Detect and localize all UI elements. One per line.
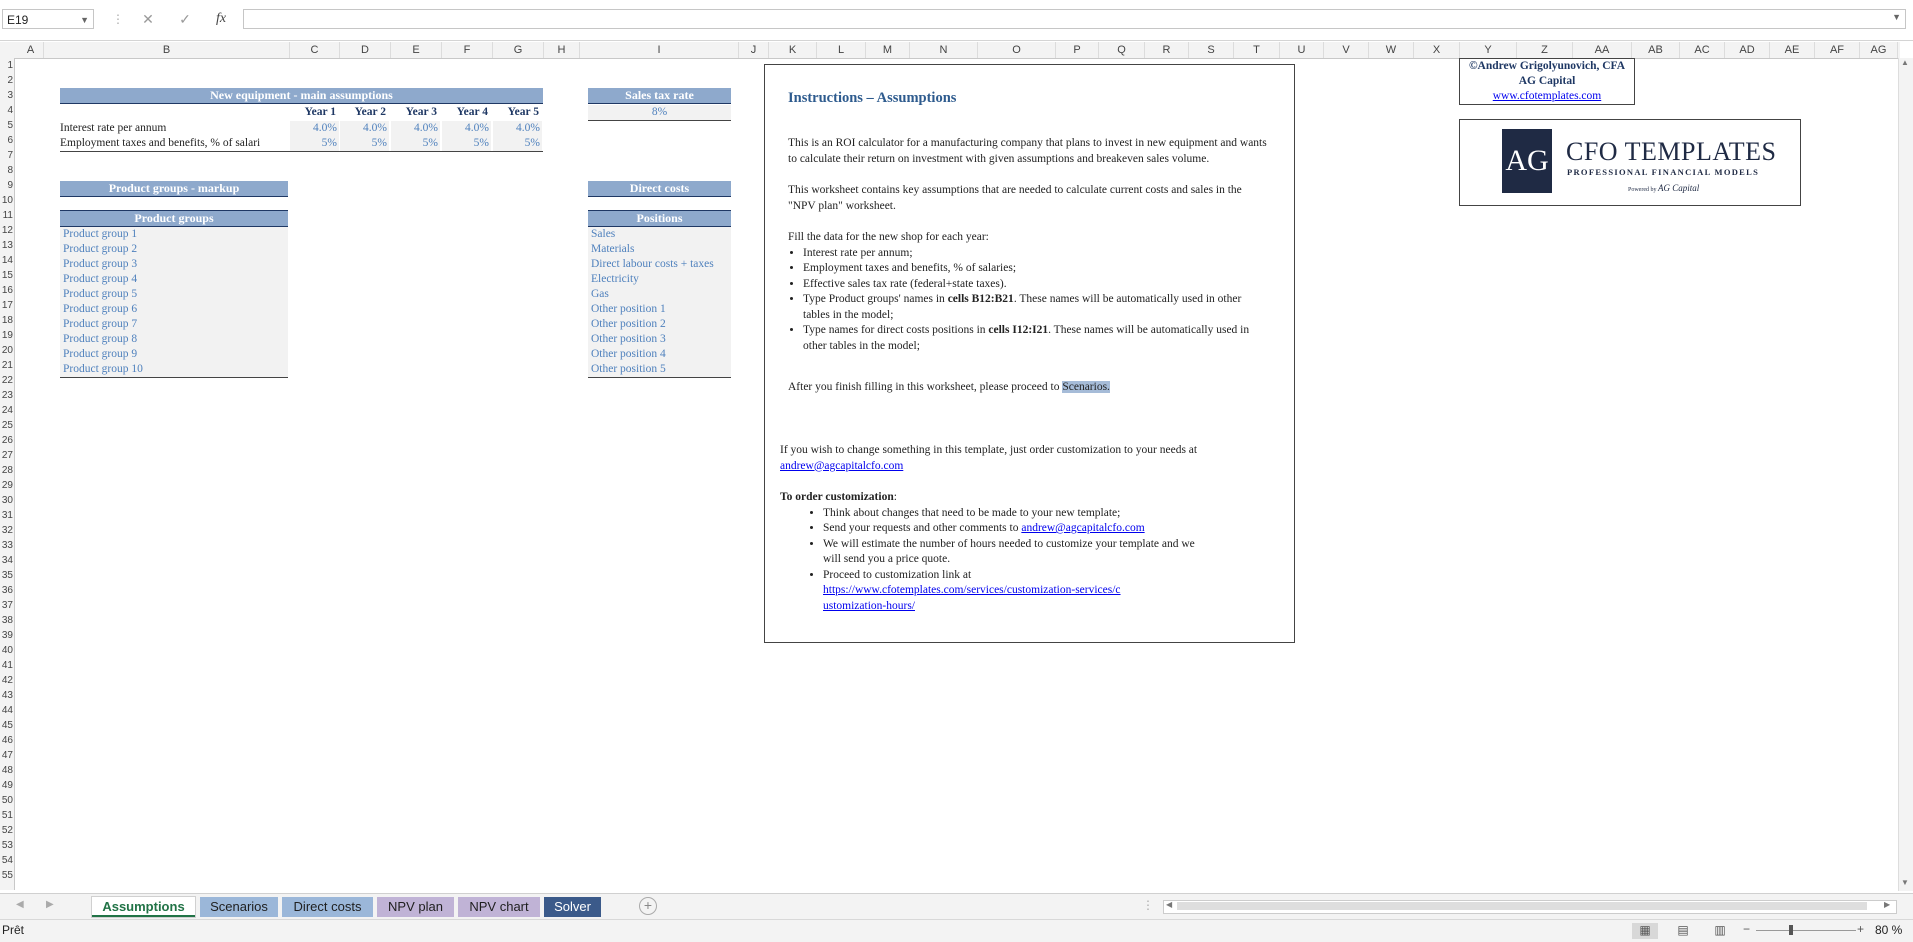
row-header-cell[interactable]: 17 <box>1 300 13 311</box>
scroll-right-icon[interactable]: ▶ <box>1884 900 1891 909</box>
row-header-cell[interactable]: 40 <box>1 645 13 656</box>
instructions-box <box>764 64 1295 643</box>
row-header-cell[interactable]: 37 <box>1 600 13 611</box>
tab-direct-costs[interactable]: Direct costs <box>282 897 373 917</box>
direct-cost-cell[interactable]: Materials <box>588 242 731 257</box>
check-icon[interactable]: ✓ <box>179 11 191 27</box>
customization-link[interactable]: https://www.cfotemplates.com/services/customization-services/customization-hours/ <box>823 584 1121 612</box>
vertical-scrollbar[interactable] <box>1898 58 1913 891</box>
row-header-cell[interactable]: 13 <box>1 240 13 251</box>
row-header-cell[interactable]: 7 <box>7 150 13 161</box>
zoom-slider-thumb[interactable] <box>1789 925 1793 935</box>
logo-subtitle: PROFESSIONAL FINANCIAL MODELS <box>1567 167 1760 177</box>
customization-paragraph: If you wish to change something in this template, just order customization to your needs at andrew@agcapitalcfo.com <box>780 444 1198 472</box>
instructions-bullet: • Type names for direct costs positions in cells I12:I21. These names will be automatically used in other tables in the model; <box>803 323 1268 354</box>
interest-rate-value[interactable]: 4.0% <box>391 121 440 136</box>
order-bullet: • Proceed to customization link at https://www.cfotemplates.com/services/customization-services/customization-hours/ <box>823 568 1200 615</box>
expand-formula-icon[interactable]: ▼ <box>1892 12 1901 22</box>
status-bar <box>0 919 1913 942</box>
row-header-cell[interactable]: 21 <box>1 360 13 371</box>
tab-npv-plan[interactable]: NPV plan <box>377 897 454 917</box>
column-header-cell[interactable]: U <box>1280 42 1324 58</box>
row-header-cell[interactable]: 23 <box>1 390 13 401</box>
interest-rate-value[interactable]: 4.0% <box>493 121 542 136</box>
sheet-tab-bar <box>0 893 1913 920</box>
row-header-cell[interactable]: 2 <box>7 75 13 86</box>
divider <box>588 196 731 197</box>
column-header-cell[interactable]: C <box>290 42 340 58</box>
column-header-cell[interactable]: L <box>817 42 866 58</box>
instructions-bullet: • Type Product groups' names in cells B12:B21. These names will be automatically used in other tables in the model; <box>803 292 1268 323</box>
tab-solver[interactable]: Solver <box>544 897 601 917</box>
column-header-cell[interactable]: AC <box>1680 42 1725 58</box>
row-header-cell[interactable]: 54 <box>1 855 13 866</box>
row-header-cell[interactable]: 6 <box>7 135 13 146</box>
direct-cost-cell[interactable]: Electricity <box>588 272 731 287</box>
row-header-cell[interactable]: 20 <box>1 345 13 356</box>
row-header-cell[interactable]: 53 <box>1 840 13 851</box>
order-bullet: • We will estimate the number of hours needed to customize your template and we will send you a price quote. <box>823 537 1200 568</box>
row-header-cell[interactable]: 28 <box>1 465 13 476</box>
direct-cost-cell[interactable]: Sales <box>588 227 731 242</box>
product-groups-header: Product groups <box>60 211 288 226</box>
column-header-cell[interactable]: Y <box>1460 42 1517 58</box>
row-header-cell[interactable]: 35 <box>1 570 13 581</box>
column-header-cell[interactable]: G <box>493 42 544 58</box>
direct-cost-cell[interactable]: Other position 5 <box>588 362 731 377</box>
column-header-cell[interactable]: S <box>1189 42 1234 58</box>
more-options-icon: ⋮ <box>112 12 124 26</box>
column-header-cell[interactable]: AG <box>1860 42 1898 58</box>
website-link[interactable]: www.cfotemplates.com <box>1492 90 1602 102</box>
instructions-paragraph: After you finish filling in this worksheet, please proceed to Scenarios. <box>788 381 1110 393</box>
employment-taxes-label: Employment taxes and benefits, % of salari <box>60 137 261 149</box>
equipment-title: New equipment - main assumptions <box>60 88 543 103</box>
instructions-bullet: • Interest rate per annum; <box>803 246 1268 262</box>
row-header-cell[interactable]: 50 <box>1 795 13 806</box>
row-header-cell[interactable]: 4 <box>7 105 13 116</box>
row-header-cell[interactable]: 44 <box>1 705 13 716</box>
row-header-cell[interactable]: 31 <box>1 510 13 521</box>
prev-sheet-icon[interactable]: ◀ <box>16 899 24 910</box>
interest-rate-value[interactable]: 4.0% <box>442 121 491 136</box>
status-mode: Prêt <box>2 923 25 937</box>
product-group-cell[interactable]: Product group 1 <box>60 227 288 242</box>
row-header <box>0 58 15 890</box>
direct-costs-title: Direct costs <box>588 181 731 196</box>
employment-taxes-value[interactable]: 5% <box>442 136 491 151</box>
logo-title: CFO TEMPLATES <box>1566 137 1777 166</box>
row-header-cell[interactable]: 46 <box>1 735 13 746</box>
direct-cost-cell[interactable]: Other position 3 <box>588 332 731 347</box>
direct-cost-cell[interactable]: Other position 2 <box>588 317 731 332</box>
order-bullet: • Think about changes that need to be made to your new template; <box>823 506 1200 522</box>
horizontal-scrollbar[interactable] <box>1163 900 1897 914</box>
employment-taxes-value[interactable]: 5% <box>340 136 389 151</box>
employment-taxes-value[interactable]: 5% <box>290 136 339 151</box>
column-header-cell[interactable]: K <box>769 42 817 58</box>
divider <box>588 103 731 104</box>
row-header-cell[interactable]: 47 <box>1 750 13 761</box>
add-sheet-icon[interactable]: + <box>639 897 657 915</box>
ag-logo-icon: AG <box>1502 129 1552 193</box>
order-bullet: • Send your requests and other comments to andrew@agcapitalcfo.com <box>823 521 1200 537</box>
divider <box>60 151 543 152</box>
product-group-cell[interactable]: Product group 3 <box>60 257 288 272</box>
instructions-paragraph: This worksheet contains key assumptions that are needed to calculate current costs and sales in the "NPV plan" worksheet. <box>788 184 1242 212</box>
column-header-cell[interactable]: M <box>866 42 910 58</box>
direct-cost-cell[interactable]: Direct labour costs + taxes <box>588 257 731 272</box>
divider <box>60 196 288 197</box>
tab-scenarios[interactable]: Scenarios <box>200 897 278 917</box>
row-header-cell[interactable]: 32 <box>1 525 13 536</box>
row-header-cell[interactable]: 39 <box>1 630 13 641</box>
tab-npv-chart[interactable]: NPV chart <box>458 897 540 917</box>
row-header-cell[interactable]: 16 <box>1 285 13 296</box>
product-group-cell[interactable]: Product group 10 <box>60 362 288 377</box>
column-header-cell[interactable]: O <box>978 42 1056 58</box>
column-header-cell[interactable]: AD <box>1725 42 1770 58</box>
chevron-down-icon[interactable]: ▼ <box>80 15 89 25</box>
instructions-paragraph: This is an ROI calculator for a manufacturing company that plans to invest in new equipment and wants to calculate their return on investment with given assumptions and breakeven sales volume. <box>788 137 1267 165</box>
scroll-left-icon[interactable]: ◀ <box>1166 900 1173 909</box>
zoom-out-icon[interactable]: − <box>1743 922 1751 936</box>
row-header-cell[interactable]: 12 <box>1 225 13 236</box>
row-header-cell[interactable]: 10 <box>1 195 13 206</box>
interest-rate-value[interactable]: 4.0% <box>290 121 339 136</box>
row-header-cell[interactable]: 41 <box>1 660 13 671</box>
page-layout-icon[interactable]: ▤ <box>1677 923 1689 937</box>
direct-cost-cell[interactable]: Gas <box>588 287 731 302</box>
column-header-cell[interactable]: F <box>442 42 493 58</box>
year-header: Year 2 <box>354 106 386 118</box>
column-header-cell[interactable]: I <box>580 42 739 58</box>
column-header-cell[interactable]: J <box>739 42 769 58</box>
row-header-cell[interactable]: 1 <box>7 60 13 71</box>
divider <box>60 377 288 378</box>
column-header-cell[interactable]: E <box>391 42 442 58</box>
logo-powered: Powered by AG Capital <box>1628 183 1700 193</box>
year-header: Year 1 <box>304 106 336 118</box>
column-header-cell[interactable]: AF <box>1815 42 1860 58</box>
row-header-cell[interactable]: 43 <box>1 690 13 701</box>
year-header: Year 4 <box>456 106 488 118</box>
row-header-cell[interactable]: 18 <box>1 315 13 326</box>
column-header-cell[interactable]: Q <box>1099 42 1145 58</box>
direct-costs-header: Positions <box>588 211 731 226</box>
column-header-cell[interactable]: AE <box>1770 42 1815 58</box>
column-header-cell[interactable]: D <box>340 42 391 58</box>
product-group-cell[interactable]: Product group 6 <box>60 302 288 317</box>
scroll-up-icon[interactable]: ▲ <box>1901 58 1909 67</box>
product-group-cell[interactable]: Product group 7 <box>60 317 288 332</box>
row-header-cell[interactable]: 26 <box>1 435 13 446</box>
row-header-cell[interactable]: 34 <box>1 555 13 566</box>
row-header-cell[interactable]: 52 <box>1 825 13 836</box>
row-header-cell[interactable]: 3 <box>7 90 13 101</box>
year-header: Year 3 <box>405 106 437 118</box>
row-header-cell[interactable]: 15 <box>1 270 13 281</box>
formula-bar <box>0 0 1913 41</box>
cancel-icon[interactable]: ✕ <box>142 11 154 27</box>
column-header-cell[interactable]: W <box>1369 42 1414 58</box>
product-group-cell[interactable]: Product group 2 <box>60 242 288 257</box>
employment-taxes-value[interactable]: 5% <box>391 136 440 151</box>
divider <box>588 377 731 378</box>
interest-rate-label: Interest rate per annum <box>60 122 167 134</box>
row-header-cell[interactable]: 11 <box>2 210 13 221</box>
email-link[interactable]: andrew@agcapitalcfo.com <box>1021 522 1145 534</box>
row-header-cell[interactable]: 29 <box>1 480 13 491</box>
row-header-cell[interactable]: 36 <box>1 585 13 596</box>
author-name: ©Andrew Grigolyunovich, CFA <box>1468 60 1626 72</box>
column-header-cell[interactable]: T <box>1234 42 1280 58</box>
row-header-cell[interactable]: 25 <box>1 420 13 431</box>
company-name: AG Capital <box>1518 75 1576 87</box>
name-box[interactable] <box>2 9 94 29</box>
product-group-cell[interactable]: Product group 9 <box>60 347 288 362</box>
product-groups-title: Product groups - markup <box>60 181 288 196</box>
next-sheet-icon[interactable]: ▶ <box>46 899 54 910</box>
column-header-cell[interactable]: B <box>44 42 290 58</box>
column-header-cell[interactable]: A <box>18 42 44 58</box>
email-link[interactable]: andrew@agcapitalcfo.com <box>780 459 904 472</box>
page-break-icon[interactable]: ▥ <box>1714 923 1726 937</box>
product-group-cell[interactable]: Product group 8 <box>60 332 288 347</box>
order-title: To order customization: <box>780 491 897 503</box>
row-header-cell[interactable]: 22 <box>1 375 13 386</box>
row-header-cell[interactable]: 19 <box>1 330 13 341</box>
direct-cost-cell[interactable]: Other position 4 <box>588 347 731 362</box>
zoom-slider[interactable] <box>1756 930 1856 931</box>
column-header-cell[interactable]: X <box>1414 42 1460 58</box>
column-header-cell[interactable]: R <box>1145 42 1189 58</box>
column-header-cell[interactable]: N <box>910 42 978 58</box>
employment-taxes-value[interactable]: 5% <box>493 136 542 151</box>
column-header <box>0 42 1900 59</box>
divider <box>60 103 543 104</box>
row-header-cell[interactable]: 24 <box>1 405 13 416</box>
year-header: Year 5 <box>507 106 539 118</box>
column-header-cell[interactable]: H <box>544 42 580 58</box>
scenarios-link[interactable]: Scenarios. <box>1062 381 1110 393</box>
function-icon[interactable]: fx <box>215 11 227 26</box>
product-group-cell[interactable]: Product group 5 <box>60 287 288 302</box>
formula-input[interactable] <box>243 9 1906 29</box>
column-header-cell[interactable]: P <box>1056 42 1099 58</box>
row-header-cell[interactable]: 33 <box>1 540 13 551</box>
zoom-level[interactable]: 80 % <box>1875 923 1903 937</box>
row-header-cell[interactable]: 14 <box>1 255 13 266</box>
credit-box <box>1459 58 1635 105</box>
row-header-cell[interactable]: 30 <box>1 495 13 506</box>
row-header-cell[interactable]: 45 <box>1 720 13 731</box>
sales-tax-value[interactable]: 8% <box>588 105 731 120</box>
direct-cost-cell[interactable]: Other position 1 <box>588 302 731 317</box>
column-header-cell[interactable]: AB <box>1632 42 1680 58</box>
instructions-title: Instructions – Assumptions <box>788 90 957 106</box>
sales-tax-title: Sales tax rate <box>588 88 731 103</box>
row-header-cell[interactable]: 27 <box>1 450 13 461</box>
row-header-cell[interactable]: 55 <box>1 870 13 881</box>
row-header-cell[interactable]: 42 <box>1 675 13 686</box>
name-box-value: E19 <box>7 13 29 27</box>
column-header-cell[interactable]: AA <box>1573 42 1632 58</box>
logo-box <box>1459 119 1801 206</box>
instructions-paragraph: Fill the data for the new shop for each year: <box>788 231 989 243</box>
tab-assumptions[interactable]: Assumptions <box>92 897 195 917</box>
row-header-cell[interactable]: 51 <box>1 810 13 821</box>
zoom-in-icon[interactable]: + <box>1857 922 1865 936</box>
more-options-icon: ⋮ <box>1142 898 1154 912</box>
interest-rate-value[interactable]: 4.0% <box>340 121 389 136</box>
row-header-cell[interactable]: 49 <box>1 780 13 791</box>
column-header-cell[interactable]: Z <box>1517 42 1573 58</box>
instructions-bullet: • Effective sales tax rate (federal+state taxes). <box>803 277 1268 293</box>
divider <box>588 120 731 121</box>
row-header-cell[interactable]: 9 <box>7 180 13 191</box>
column-header-cell[interactable]: V <box>1324 42 1369 58</box>
product-group-cell[interactable]: Product group 4 <box>60 272 288 287</box>
row-header-cell[interactable]: 5 <box>7 120 13 131</box>
row-header-cell[interactable]: 38 <box>1 615 13 626</box>
normal-view-icon[interactable]: ▦ <box>1632 923 1658 939</box>
row-header-cell[interactable]: 48 <box>1 765 13 776</box>
scroll-down-icon[interactable]: ▼ <box>1901 878 1909 887</box>
instructions-bullet: • Employment taxes and benefits, % of salaries; <box>803 261 1268 277</box>
row-header-cell[interactable]: 8 <box>7 165 13 176</box>
scrollbar-thumb[interactable] <box>1177 902 1867 910</box>
